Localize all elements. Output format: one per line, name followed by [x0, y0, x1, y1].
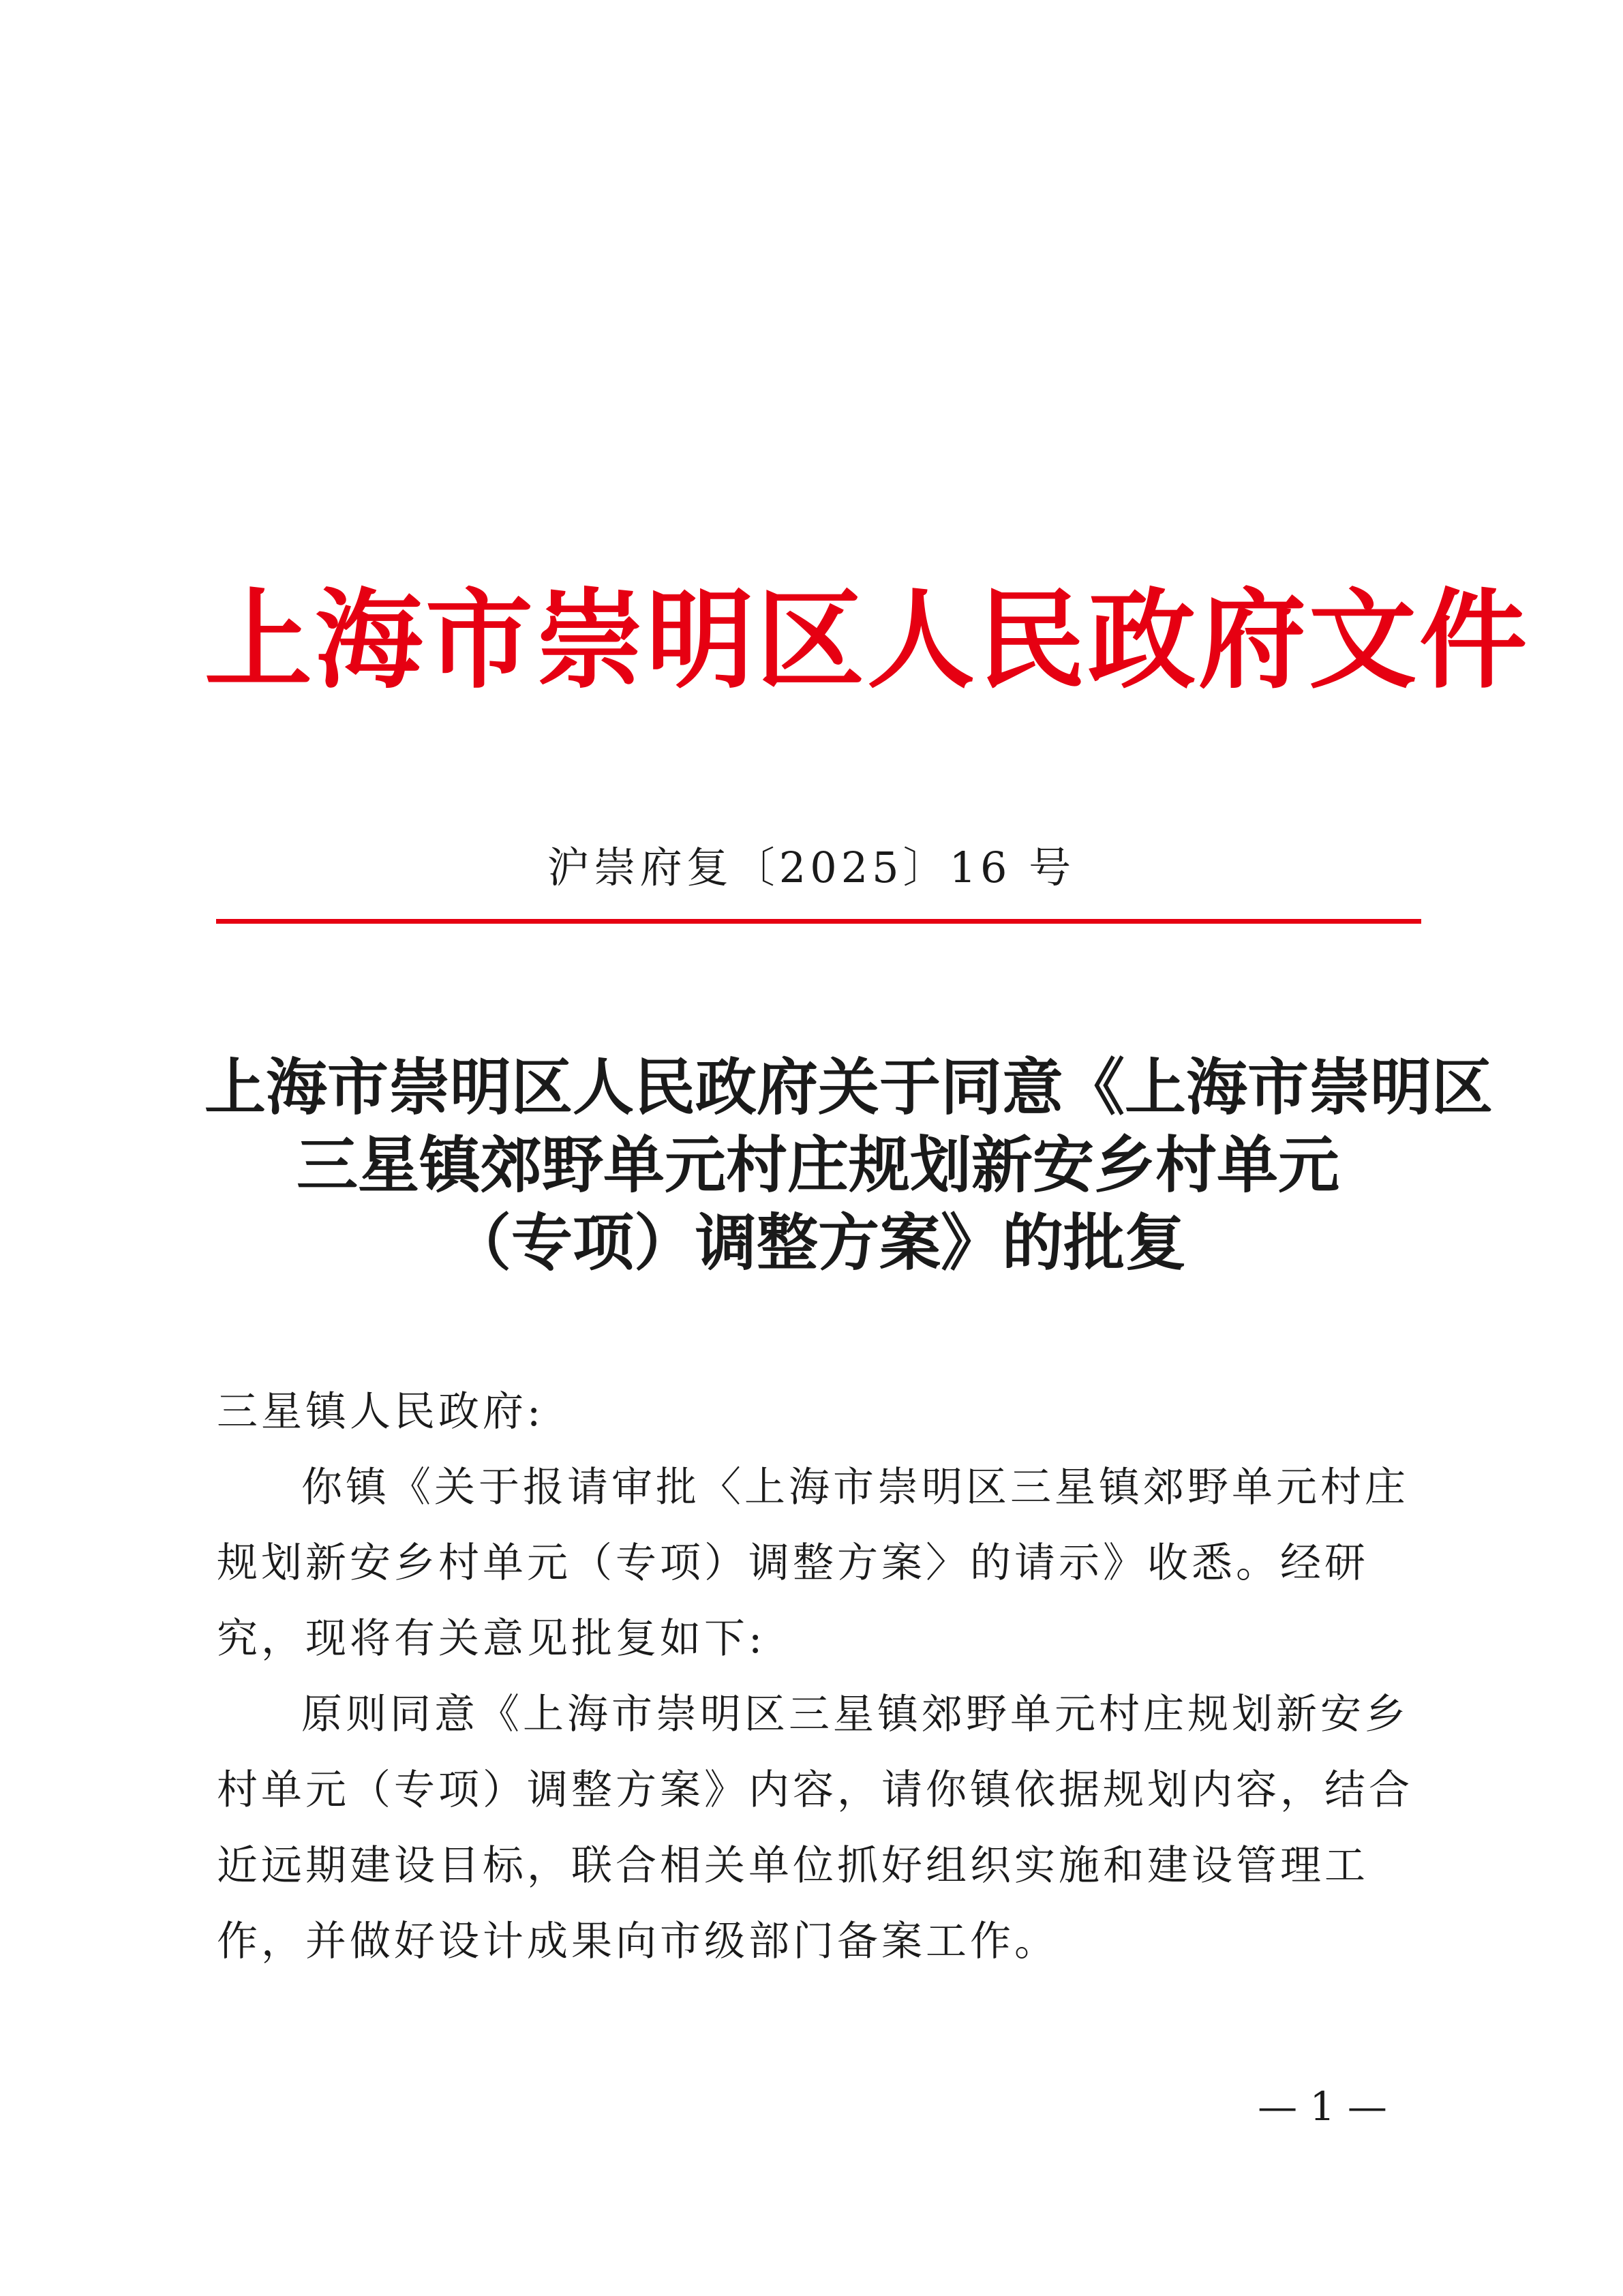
red-divider-line: [216, 919, 1421, 924]
title-line: 上海市崇明区人民政府关于同意《上海市崇明区: [204, 1051, 1493, 1123]
addressee: 三星镇人民政府:: [217, 1388, 545, 1436]
body-paragraph: 你镇《关于报请审批〈上海市崇明区三星镇郊野单元村庄规划新安乡村单元（专项）调整方案〉的请示》收悉。经研究，现将有关意见批复如下:: [217, 1464, 1409, 1663]
body-paragraph: 原则同意《上海市崇明区三星镇郊野单元村庄规划新安乡村单元（专项）调整方案》内容，请你镇依据规划内容，结合近远期建设目标，联合相关单位抓好组织实施和建设管理工作，并做好设计成果向市级部门备案工作。: [217, 1691, 1413, 1965]
title-line: 三星镇郊野单元村庄规划新安乡村单元: [297, 1129, 1339, 1201]
issuer-heading: 上海市崇明区人民政府文件: [204, 577, 1530, 704]
document-body: [217, 1374, 1423, 1980]
page-number: — 1 —: [1258, 2083, 1387, 2130]
title-line: （专项）调整方案》的批复: [450, 1207, 1186, 1279]
document-number: 沪崇府复〔2025〕16 号: [547, 843, 1076, 892]
document-title: [204, 1048, 1493, 1282]
